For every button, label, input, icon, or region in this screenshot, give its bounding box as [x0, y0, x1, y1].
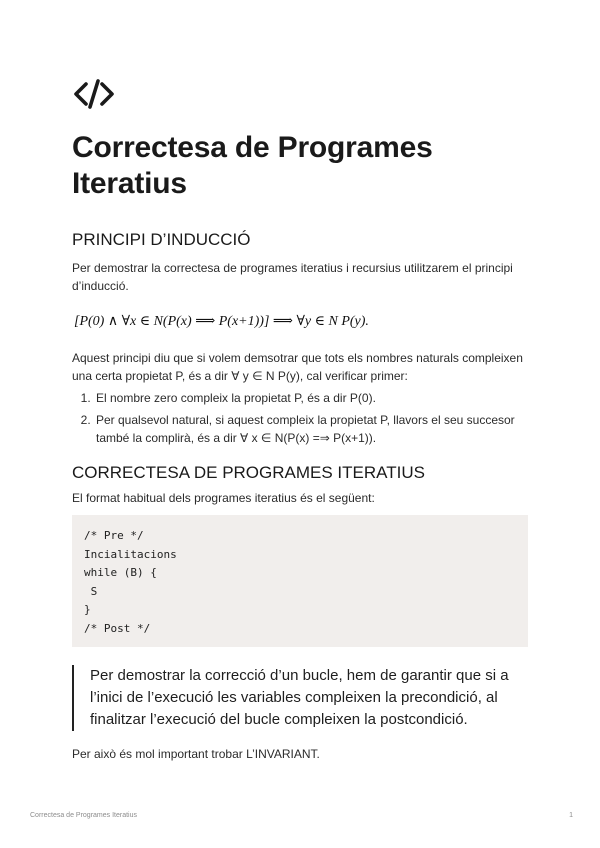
section-heading-correctesa: CORRECTESA DE PROGRAMES ITERATIUS: [72, 463, 425, 482]
page-number: 1: [569, 812, 573, 819]
list-item: 1. El nombre zero compleix la propietat P, és a dir P(0).: [94, 389, 528, 407]
section-heading-induccio: PRINCIPI D’INDUCCIÓ: [72, 230, 251, 249]
code-icon: [72, 76, 116, 112]
format-paragraph: El format habitual dels programes iteratius és el següent:: [72, 491, 375, 505]
document-page: [72, 76, 528, 763]
intro-paragraph: Per demostrar la correctesa de programes iteratius i recursius utilitzarem el principi d’inducció.: [72, 261, 513, 293]
closing-paragraph: Per això és mol important trobar L’INVARIANT.: [72, 747, 320, 761]
footer-title: Correctesa de Programes Iteratius: [30, 812, 137, 819]
induction-formula: [P(0) ∧ ∀x ∈ N(P(x) ⟹ P(x+1))] ⟹ ∀y ∈ N P(y).: [74, 314, 369, 329]
callout-quote: Per demostrar la correcció d’un bucle, hem de garantir que si a l’inici de l’execució les variables compleixen la precondició, al finalitzar l’execució del bucle compleixen la postcondició.: [72, 665, 528, 731]
page-title: Correctesa de Programes Iteratius: [72, 131, 433, 200]
explanation-paragraph: Aquest principi diu que si volem demsotrar que tots els nombres naturals compleixen una certa propietat P, és a dir ∀ y ∈ N P(y), cal verificar primer:: [72, 351, 523, 383]
list-item: 2. Per qualsevol natural, si aquest compleix la propietat P, llavors el seu succesor també la complirà, és a dir ∀ x ∈ N(P(x) =⇒ P(x+1)).: [94, 411, 528, 447]
code-block: /* Pre */ Incialitacions while (B) { S } /* Post */: [72, 515, 528, 647]
steps-list: [72, 389, 528, 447]
